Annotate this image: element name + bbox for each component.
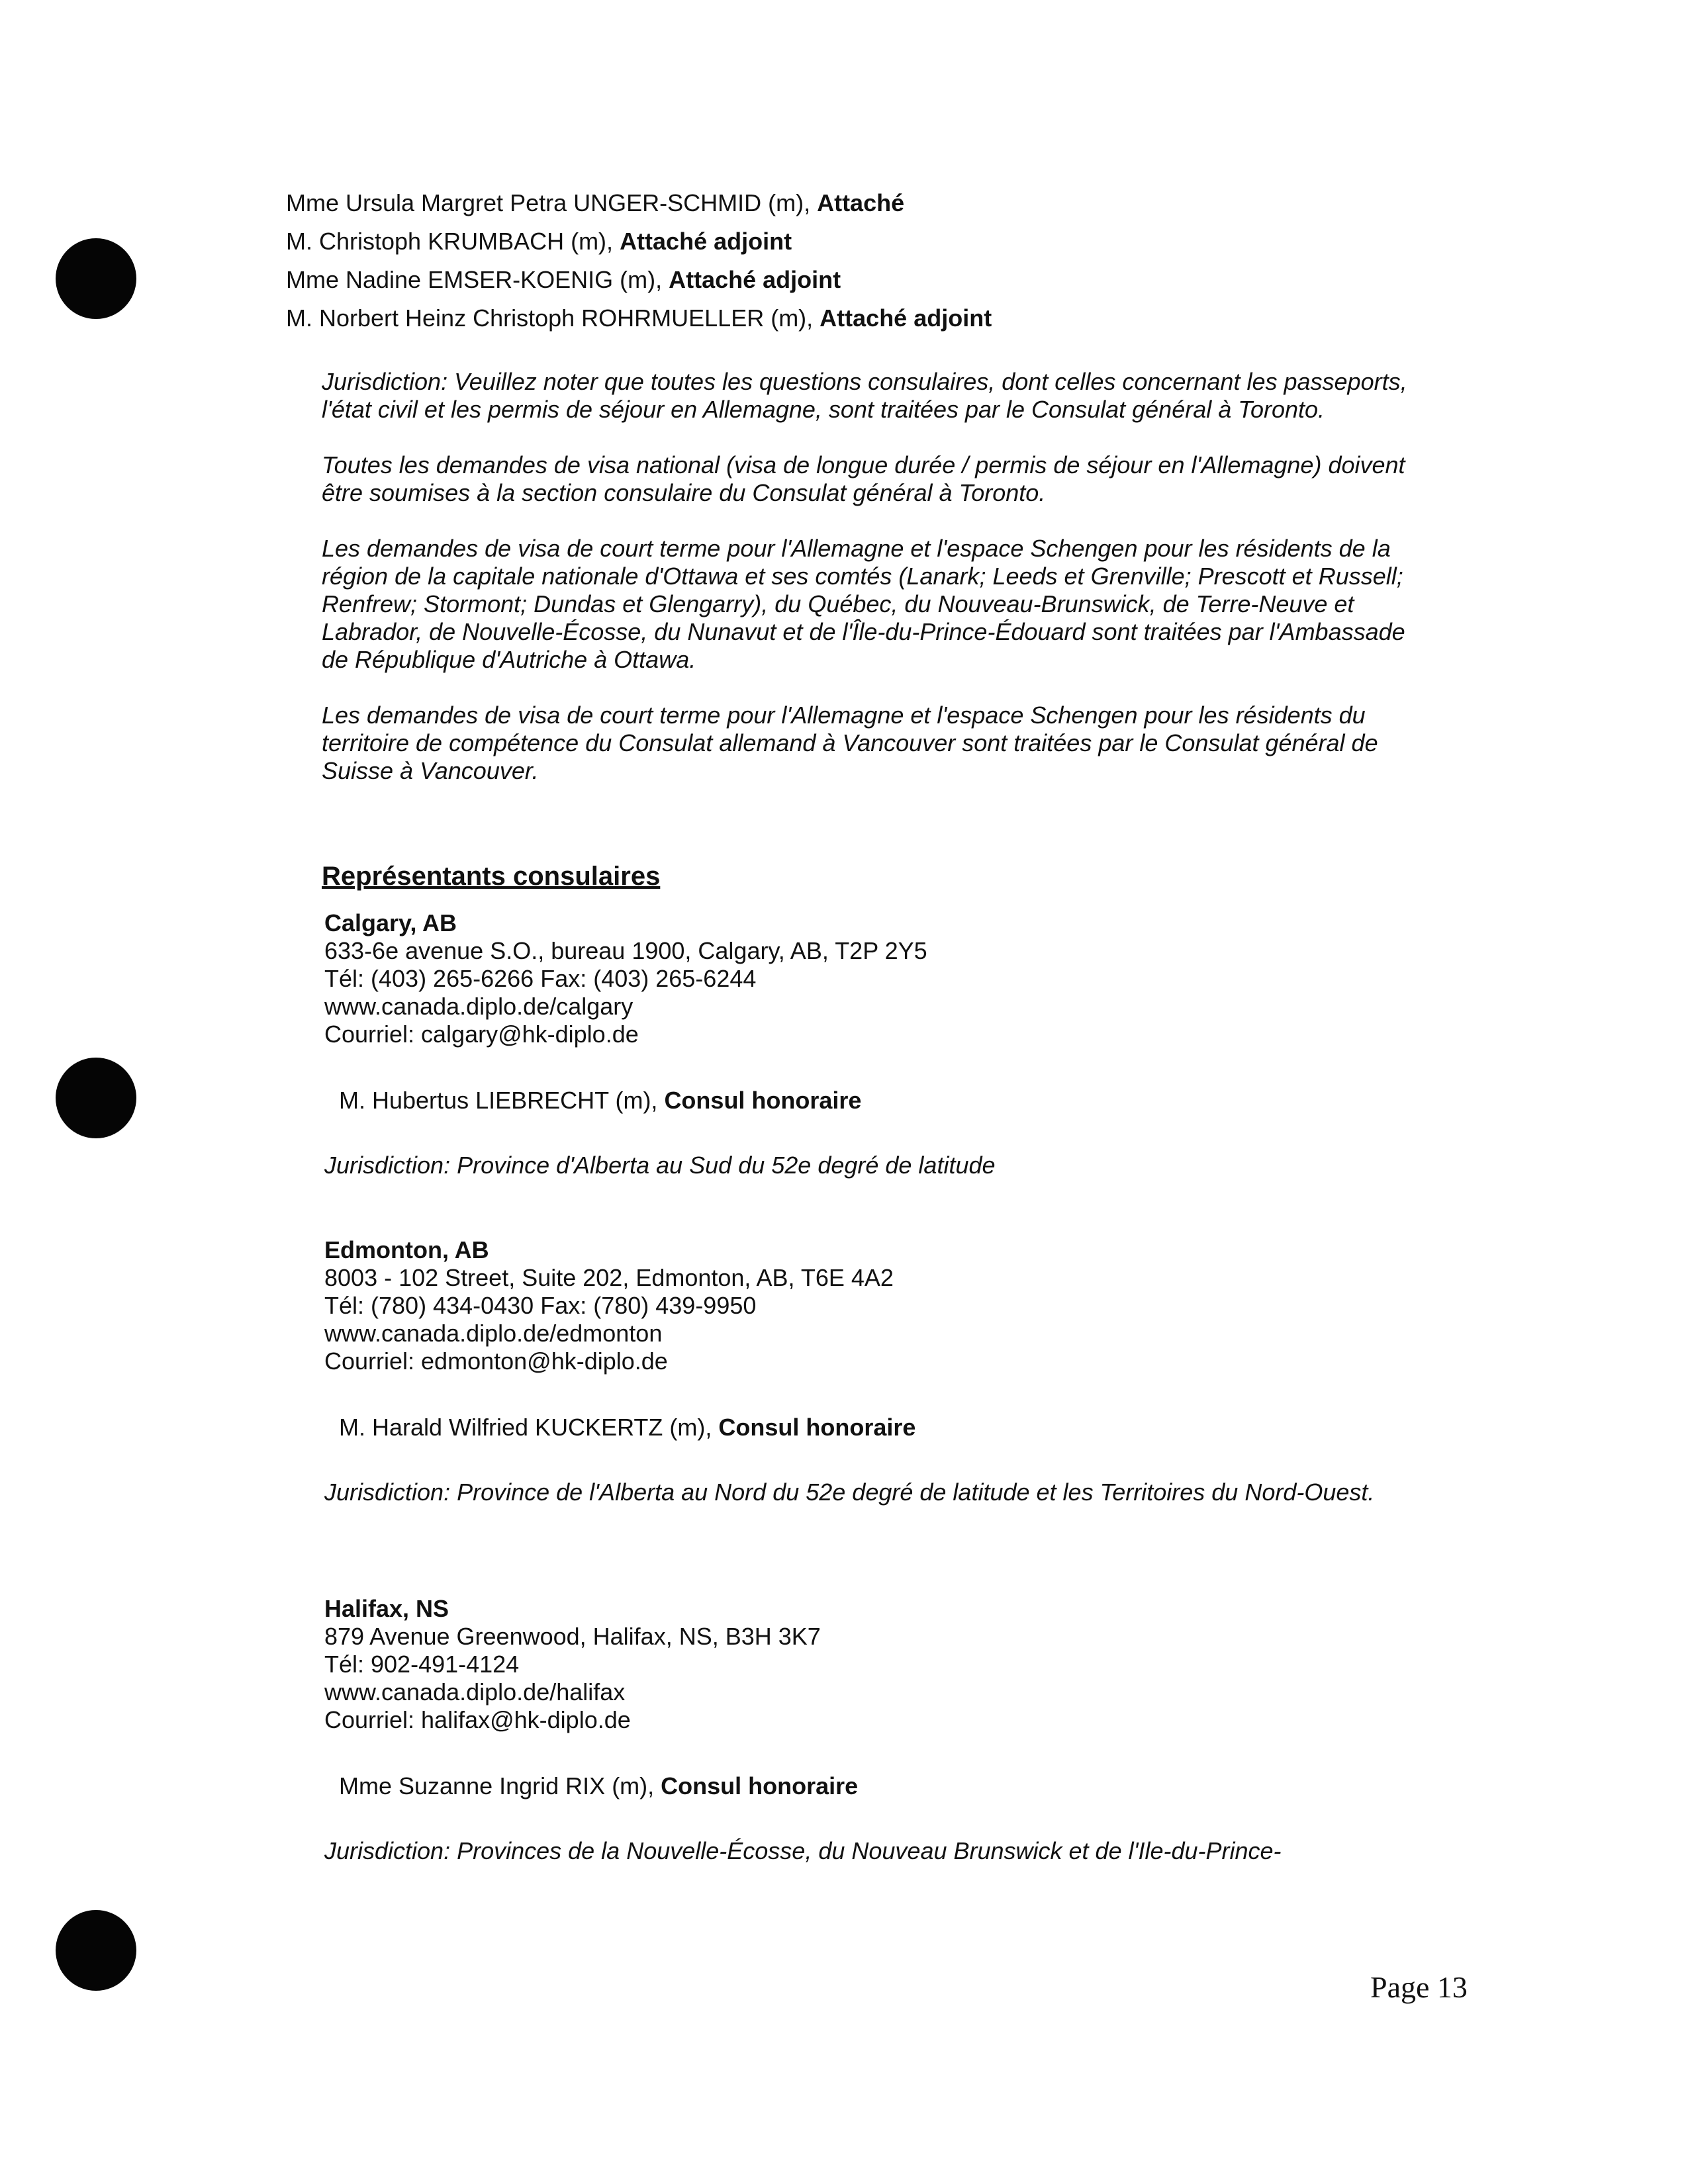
staff-entry: [286, 261, 1411, 299]
staff-name: M. Christoph KRUMBACH (m),: [286, 228, 620, 255]
page-number: Page 13: [1370, 1970, 1468, 2004]
staff-title: Attaché adjoint: [820, 304, 992, 332]
staff-title: Attaché adjoint: [669, 266, 841, 293]
consul-entry: [339, 1772, 1410, 1800]
consul-title: Consul honoraire: [718, 1414, 916, 1441]
office-website: www.canada.diplo.de/halifax: [324, 1678, 626, 1706]
office-address: 8003 - 102 Street, Suite 202, Edmonton, AB, T6E 4A2: [324, 1264, 894, 1291]
office-jurisdiction: Jurisdiction: Province d'Alberta au Sud du 52e degré de latitude: [324, 1152, 996, 1179]
consul-entry: [339, 1414, 1410, 1441]
jurisdiction-paragraph: Toutes les demandes de visa national (visa de longue durée / permis de séjour en l'Allemagne) doivent être soumises à la section consulaire du Consulat général à Toronto.: [322, 451, 1405, 506]
binder-hole: [56, 238, 136, 319]
office-email: Courriel: calgary@hk-diplo.de: [324, 1021, 639, 1048]
binder-hole: [56, 1910, 136, 1991]
jurisdiction-notes: [322, 368, 1421, 813]
staff-entry: [286, 184, 1411, 222]
consul-name: M. Hubertus LIEBRECHT (m),: [339, 1087, 665, 1114]
office-city: Halifax, NS: [324, 1595, 449, 1622]
office-jurisdiction: Jurisdiction: Provinces de la Nouvelle-Écosse, du Nouveau Brunswick et de l'Ile-du-Prince-: [324, 1837, 1282, 1864]
staff-name: Mme Ursula Margret Petra UNGER-SCHMID (m),: [286, 189, 818, 216]
section-title: Représentants consulaires: [322, 862, 661, 891]
office-city: Edmonton, AB: [324, 1236, 489, 1263]
office-email: Courriel: halifax@hk-diplo.de: [324, 1706, 631, 1733]
office-edmonton: [324, 1236, 1410, 1506]
office-email: Courriel: edmonton@hk-diplo.de: [324, 1347, 668, 1375]
office-address: 633-6e avenue S.O., bureau 1900, Calgary, AB, T2P 2Y5: [324, 937, 927, 964]
office-city: Calgary, AB: [324, 909, 457, 936]
jurisdiction-paragraph: Jurisdiction: Veuillez noter que toutes les questions consulaires, dont celles concernant les passeports, l'état civil et les permis de séjour en Allemagne, sont traitées par le Consulat général à Toronto.: [322, 368, 1407, 423]
staff-list: [286, 184, 1411, 338]
consul-entry: [339, 1087, 1410, 1115]
office-jurisdiction: Jurisdiction: Province de l'Alberta au Nord du 52e degré de latitude et les Territoires du Nord-Ouest.: [324, 1479, 1375, 1506]
staff-entry: [286, 299, 1411, 338]
consul-title: Consul honoraire: [664, 1087, 862, 1114]
office-website: www.canada.diplo.de/calgary: [324, 993, 633, 1020]
office-calgary: [324, 909, 1410, 1179]
consul-name: M. Harald Wilfried KUCKERTZ (m),: [339, 1414, 719, 1441]
consul-name: Mme Suzanne Ingrid RIX (m),: [339, 1772, 661, 1799]
staff-name: M. Norbert Heinz Christoph ROHRMUELLER (m),: [286, 304, 820, 332]
office-website: www.canada.diplo.de/edmonton: [324, 1320, 663, 1347]
staff-title: Attaché: [817, 189, 905, 216]
jurisdiction-paragraph: Les demandes de visa de court terme pour l'Allemagne et l'espace Schengen pour les résidents de la région de la capitale nationale d'Ottawa et ses comtés (Lanark; Leeds et Grenville; Prescott et Russell; Renfrew; Stormont; Dundas et Glengarry), du Québec, du Nouveau-Brunswick, de Terre-Neuve et Labrador, de Nouvelle-Écosse, du Nunavut et de l'Île-du-Prince-Édouard sont traitées par l'Ambassade de République d'Autriche à Ottawa.: [322, 535, 1405, 673]
staff-title: Attaché adjoint: [620, 228, 792, 255]
office-phone: Tél: (780) 434-0430 Fax: (780) 439-9950: [324, 1292, 757, 1319]
staff-name: Mme Nadine EMSER-KOENIG (m),: [286, 266, 669, 293]
staff-entry: [286, 222, 1411, 261]
binder-hole: [56, 1058, 136, 1138]
office-address: 879 Avenue Greenwood, Halifax, NS, B3H 3K7: [324, 1623, 821, 1650]
office-phone: Tél: (403) 265-6266 Fax: (403) 265-6244: [324, 965, 757, 992]
office-phone: Tél: 902-491-4124: [324, 1651, 520, 1678]
jurisdiction-paragraph: Les demandes de visa de court terme pour l'Allemagne et l'espace Schengen pour les résidents du territoire de compétence du Consulat allemand à Vancouver sont traitées par le Consulat général de Suisse à Vancouver.: [322, 702, 1378, 784]
consul-title: Consul honoraire: [661, 1772, 859, 1799]
office-halifax: [324, 1595, 1410, 1865]
